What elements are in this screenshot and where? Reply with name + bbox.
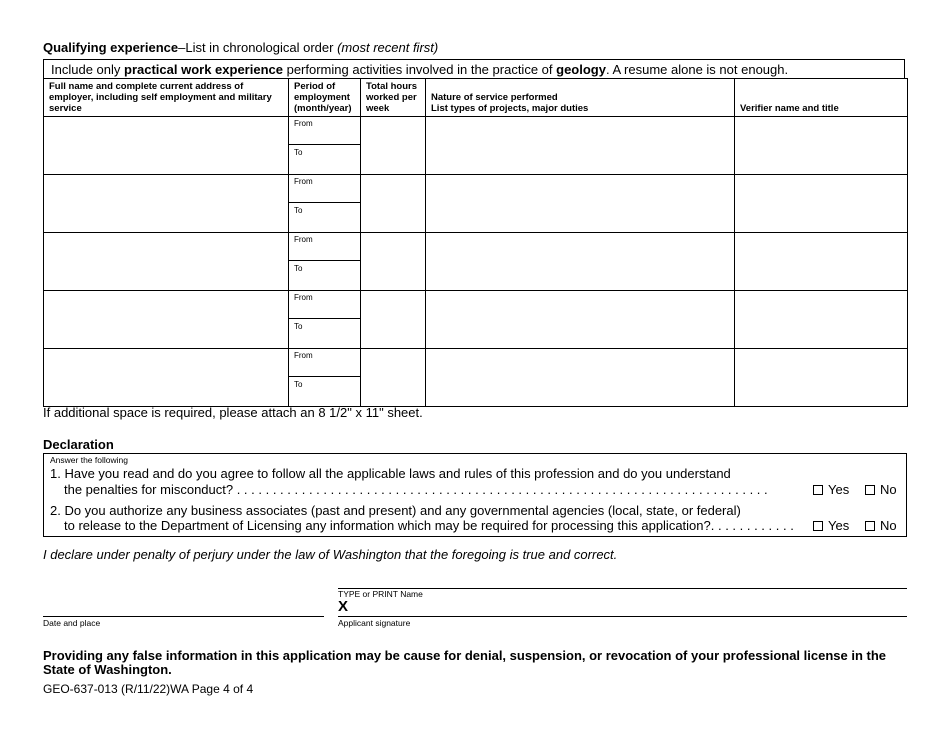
false-information-warning: Providing any false information in this application may be cause for denial, suspension, or revocation of your professional license in the State of Washington. — [43, 648, 887, 677]
intro-text: Include only — [51, 62, 124, 77]
period-to-field[interactable]: To — [294, 148, 303, 157]
perjury-statement: I declare under penalty of perjury under the law of Washington that the foregoing is true and correct. — [43, 547, 618, 562]
period-to-field[interactable]: To — [294, 264, 303, 273]
intro-bold-text: geology — [556, 62, 606, 77]
table-row — [44, 117, 908, 175]
table-row — [44, 291, 908, 349]
intro-bold-text: practical work experience — [124, 62, 283, 77]
period-cell — [289, 175, 361, 233]
table-row — [44, 349, 908, 407]
q2-no-option[interactable] — [865, 518, 897, 533]
q2-no-label: No — [880, 518, 897, 533]
signature-x-mark: X — [338, 598, 349, 615]
q2-yes-label: Yes — [828, 518, 850, 533]
intro-text: performing activities involved in the practice of — [282, 62, 557, 77]
table-header-row — [44, 79, 908, 117]
q1-yes-label: Yes — [828, 482, 850, 497]
hours-cell[interactable] — [361, 233, 426, 291]
hours-cell[interactable] — [361, 117, 426, 175]
period-from-field[interactable]: From — [289, 349, 360, 377]
nature-cell[interactable] — [426, 291, 735, 349]
employer-cell[interactable] — [44, 291, 289, 349]
print-name-line[interactable] — [338, 588, 907, 589]
question-2-line-2: to release to the Department of Licensing any information which may be required for processing this application?. . . . . . . . . . . . — [64, 518, 794, 533]
period-to-field[interactable]: To — [294, 206, 303, 215]
employer-cell[interactable] — [44, 175, 289, 233]
experience-table — [43, 78, 908, 407]
verifier-cell[interactable] — [735, 233, 908, 291]
declaration-title: Declaration — [43, 437, 114, 452]
applicant-signature-label: Applicant signature — [338, 618, 411, 628]
q1-yes-option[interactable] — [813, 482, 849, 497]
header-verifier: Verifier name and title — [735, 79, 908, 117]
hours-cell[interactable] — [361, 291, 426, 349]
employer-cell[interactable] — [44, 233, 289, 291]
question-2-line-1: 2. Do you authorize any business associates (past and present) and any governmental agencies (local, state, or federal) — [50, 503, 741, 518]
intro-text: . A resume alone is not enough. — [605, 62, 789, 77]
period-cell — [289, 233, 361, 291]
type-print-name-label: TYPE or PRINT Name — [338, 589, 423, 599]
intro-instruction — [43, 59, 905, 78]
section-title — [43, 40, 438, 55]
form-footer: GEO-637-013 (R/11/22)WA Page 4 of 4 — [43, 682, 254, 696]
section-title-rest: –List in chronological order — [178, 40, 338, 55]
q2-yes-option[interactable] — [813, 518, 849, 533]
date-place-label: Date and place — [43, 618, 101, 628]
question-1-line-2: the penalties for misconduct? . . . . . . . . . . . . . . . . . . . . . . . . . . . . . . . . . . . . . . . . . . . . . . . . . . . . . . . . . . . . . . . . . . . . . . . . . . — [64, 482, 768, 497]
signature-line[interactable] — [338, 616, 907, 617]
section-title-bold: Qualifying experience — [43, 40, 179, 55]
q1-no-label: No — [880, 482, 897, 497]
period-from-field[interactable]: From — [289, 117, 360, 145]
header-hours: Total hours worked per week — [361, 79, 426, 117]
verifier-cell[interactable] — [735, 291, 908, 349]
q2-no-checkbox[interactable] — [865, 521, 875, 531]
q1-no-checkbox[interactable] — [865, 485, 875, 495]
employer-cell[interactable] — [44, 117, 289, 175]
period-from-field[interactable]: From — [289, 175, 360, 203]
nature-cell[interactable] — [426, 233, 735, 291]
period-from-field[interactable]: From — [289, 291, 360, 319]
employer-cell[interactable] — [44, 349, 289, 407]
nature-cell[interactable] — [426, 117, 735, 175]
period-from-field[interactable]: From — [289, 233, 360, 261]
period-cell — [289, 349, 361, 407]
question-1-line-1: 1. Have you read and do you agree to follow all the applicable laws and rules of this profession and do you understand — [50, 466, 731, 481]
q1-yes-checkbox[interactable] — [813, 485, 823, 495]
period-cell — [289, 117, 361, 175]
date-place-line[interactable] — [43, 616, 324, 617]
q2-yes-checkbox[interactable] — [813, 521, 823, 531]
table-row — [44, 233, 908, 291]
section-title-italic: (most recent first) — [337, 40, 439, 55]
q1-no-option[interactable] — [865, 482, 897, 497]
period-to-field[interactable]: To — [294, 380, 303, 389]
hours-cell[interactable] — [361, 175, 426, 233]
hours-cell[interactable] — [361, 349, 426, 407]
table-row — [44, 175, 908, 233]
nature-cell[interactable] — [426, 349, 735, 407]
verifier-cell[interactable] — [735, 117, 908, 175]
verifier-cell[interactable] — [735, 349, 908, 407]
period-cell — [289, 291, 361, 349]
additional-space-note: If additional space is required, please attach an 8 1/2" x 11" sheet. — [43, 405, 423, 420]
nature-cell[interactable] — [426, 175, 735, 233]
header-employer: Full name and complete current address of employer, including self employment and military service — [44, 79, 289, 117]
header-nature-text: Nature of service performed List types of projects, major duties — [431, 92, 589, 114]
verifier-cell[interactable] — [735, 175, 908, 233]
header-period: Period of employment (month/year) — [289, 79, 361, 117]
period-to-field[interactable]: To — [294, 322, 303, 331]
declaration-subtitle: Answer the following — [50, 455, 128, 465]
header-nature — [426, 79, 735, 117]
